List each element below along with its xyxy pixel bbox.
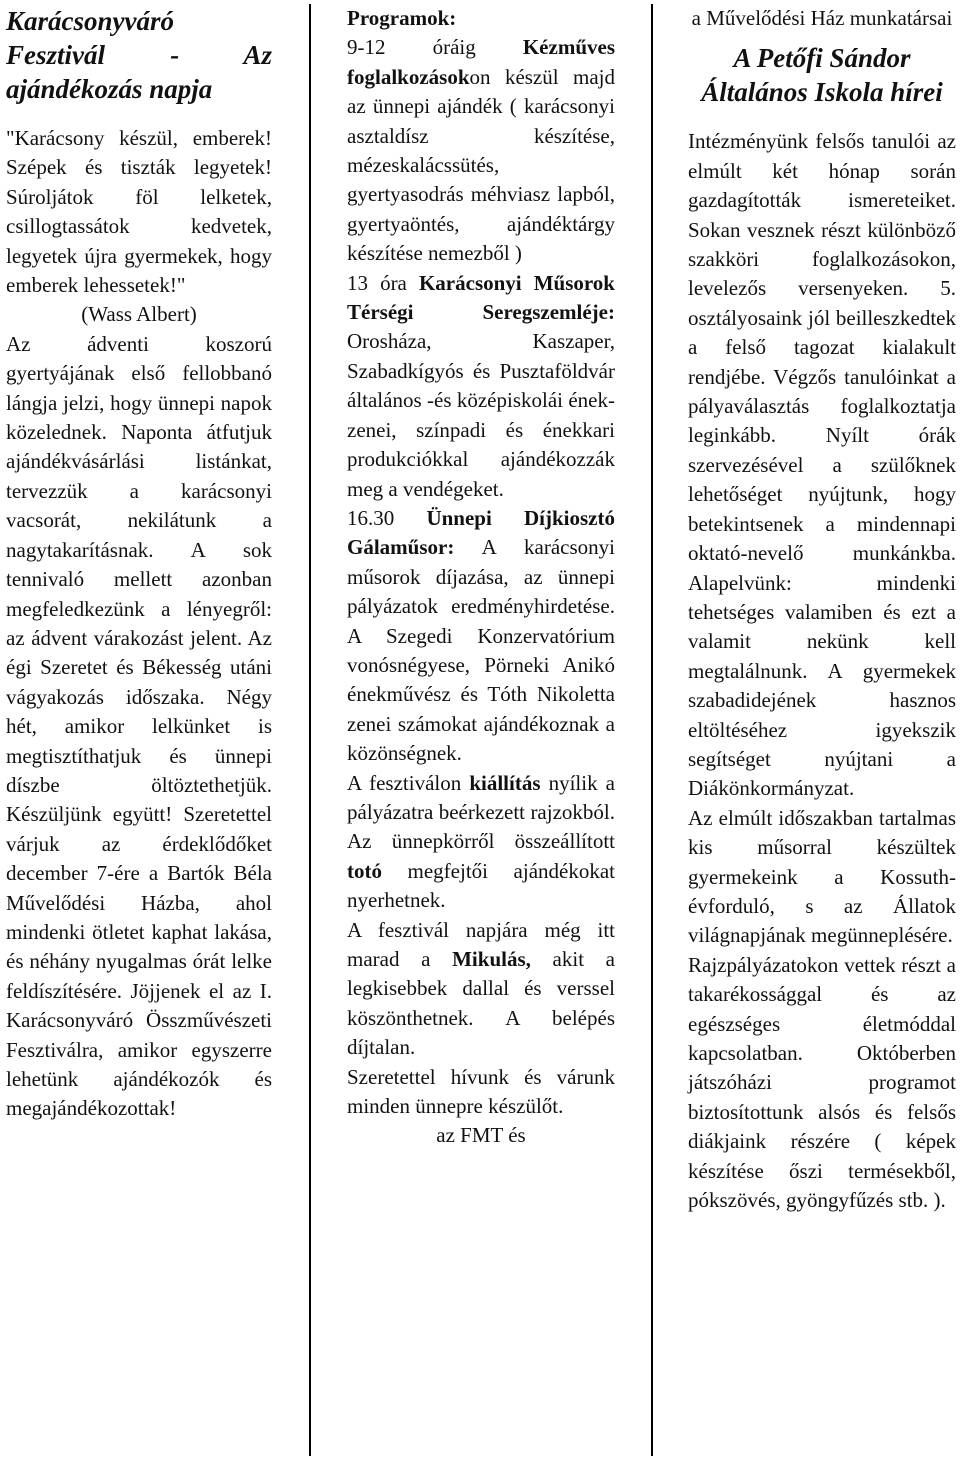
- program-item-gala: [347, 504, 615, 769]
- school-paragraph-3: Rajzpályázatokon vettek részt a takarékossággal és az egészséges életmóddal kapcsolatban. Októberben játszóházi programot biztosítottunk alsós és felsős diákjaink részére ( képek készítése őszi termésekből, pókszövés, gyöngyfűzés stb. ).: [688, 952, 956, 1213]
- column-divider: [651, 4, 653, 1456]
- festival-body: Az ádventi koszorú gyertyájának első fellobbanó lángja jelzi, hogy ünnepi napok közelednek. Naponta átfutjuk ajándékvásárlási listánkat, tervezzük a karácsonyi vacsorát, nekilátunk a nagytakarításnak. A sok tennivaló mellett azonban megfeledkezünk a lényegről: az ádvent várakozást jelent. Az égi Szeretet és Békesség utáni vágyakozás időszaka. Négy hét, amikor lelkünket is megtisztíthatjuk és ünnepi díszbe öltöztethetjük. Készüljünk együtt! Szeretettel várjuk az érdeklődőket december 7-ére a Bartók Béla Művelődési Házba, ahol mindenki ötletet kaphat lakása, és néhány nyugalmas órát lelke feldíszítésére. Jöjjenek el az I. Karácsonyváró Összművészeti Fesztiválra, amikor egyszerre lehetünk ajándékozók és megajándékozottak!: [6, 331, 272, 1121]
- column-festival-article: [6, 4, 272, 1124]
- exhibition-bold: kiállítás: [469, 770, 541, 795]
- program-item-title: Karácsonyi Műsorok Térségi Seregszemléje:: [347, 270, 615, 325]
- mikulas-bold: Mikulás,: [452, 947, 531, 971]
- text-run: akit a legkisebbek dallal és verssel köszönthetnek. A belépés díjtalan.: [347, 947, 616, 1060]
- school-paragraph-1: Intézményünk felsős tanulói az elmúlt két hónap során gazdagították ismereteiket. Sokan vesznek részt különböző szakköri foglalkozásokon, levelezős versenyeken. 5. osztályosaink jól beilleszkedtek a felső tagozat kialakult rendjébe. Végzős tanulóinkat a pályaválasztás foglalkoztatja leginkább. Nyílt órák szervezésével a szülőknek lehetőséget nyújtunk, hogy betekintsenek a mindennapi oktató-nevelő munkánkba. Alapelvünk: mindenki tehetséges valamiben és ezt a valamit nekünk kell megtalálnunk. A gyermekek szabadidejének hasznos eltöltéséhez igyekszik segítséget nyújtani a Diákönkormányzat.: [688, 129, 956, 801]
- quote-author: (Wass Albert): [81, 302, 197, 327]
- wass-albert-quote: "Karácsony készül, emberek! Szépek és tiszták legyetek! Súroljátok föl lelketek, csillogtassátok kedvetek, legyetek újra gyermekek, hogy emberek lehessetek!": [6, 126, 272, 298]
- column-divider: [309, 4, 311, 1456]
- program-item-text: Orosháza, Kaszaper, Szabadkígyós és Pusztaföldvár általános -és középiskolái ének-zenei, színpadi és énekkari produkciókkal ajándékozzák meg a vendégeket.: [347, 329, 615, 501]
- program-item-text: A karácsonyi műsorok díjazása, az ünnepi pályázatok eredményhirdetése. A Szegedi Konzervatórium vonósnégyese, Pörneki Anikó énekművész és Tóth Nikoletta zenei számokat ajándékoznak a közönségnek.: [347, 535, 615, 766]
- program-time: 9-12 óráig: [347, 35, 476, 60]
- program-item-text: on készül majd az ünnepi ajándék ( karácsonyi asztaldísz készítése, mézeskalácssütés, gyertyasodrás méhviasz lapból, gyertyaöntés, ajándéktárgy készítése nemezből ): [347, 64, 615, 266]
- program-item-title: Kézműves foglalkozások: [347, 35, 615, 89]
- text-run: nyílik a pályázatra beérkezett rajzokból. Az ünnepkörről összeállított: [347, 770, 615, 854]
- column-program: [347, 4, 615, 1151]
- column-school-news: [688, 4, 956, 1215]
- program-item-crafts: [347, 33, 615, 268]
- text-run: A fesztivál napjára még itt marad a: [347, 917, 615, 971]
- program-item-title: Ünnepi Díjkiosztó Gálaműsor:: [347, 505, 615, 560]
- invitation-paragraph: Szeretettel hívunk és várunk minden ünnepre készülőt.: [347, 1064, 615, 1119]
- school-news-title: A Petőfi Sándor Általános Iskola hírei: [701, 43, 943, 108]
- exhibition-paragraph: [347, 769, 615, 916]
- program-item-shows: [347, 269, 615, 504]
- text-run: megfejtői ajándékokat nyerhetnek.: [347, 858, 615, 913]
- program-time: 16.30: [347, 505, 395, 530]
- program-heading: Programok:: [347, 6, 457, 30]
- festival-title: Karácsonyváró Fesztivál - Az ajándékozás napja: [6, 6, 272, 104]
- toto-bold: totó: [347, 858, 382, 883]
- mikulas-paragraph: [347, 916, 615, 1063]
- program-time: 13 óra: [347, 270, 407, 295]
- signature-staff: a Művelődési Ház munkatársai: [691, 6, 953, 30]
- signature-fmt: az FMT és: [436, 1123, 526, 1148]
- school-paragraph-2: Az elmúlt időszakban tartalmas kis műsorral készültek gyermekeink a Kossuth-évforduló, s az Állatok világnapjának megünneplésére.: [688, 805, 956, 948]
- text-run: A fesztiválon: [347, 770, 470, 795]
